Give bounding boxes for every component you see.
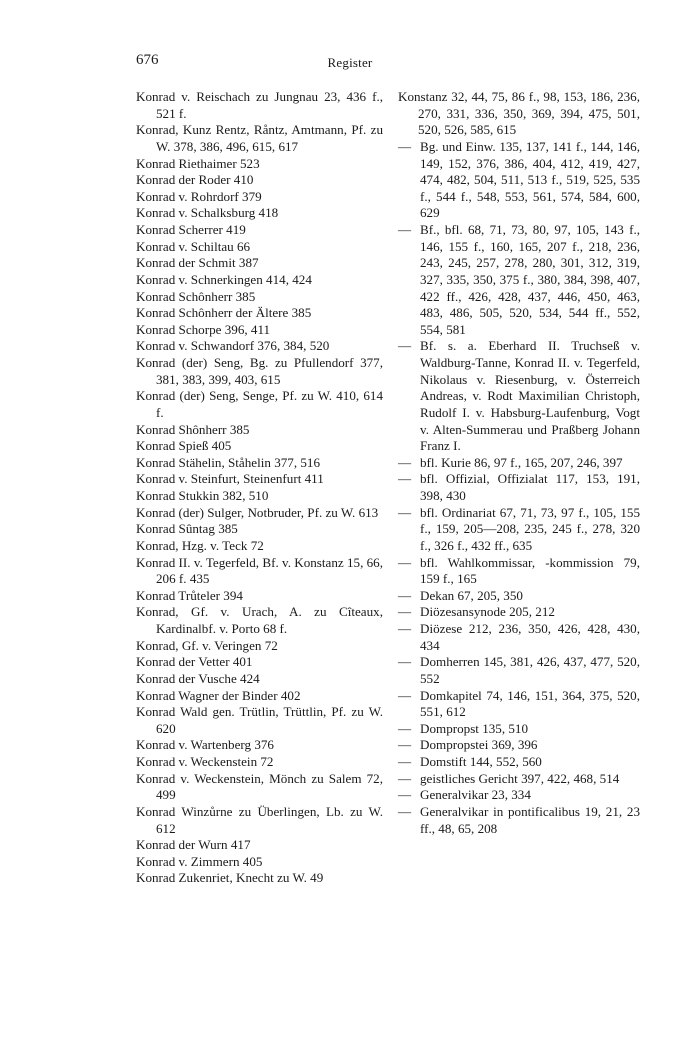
entry-text: Domstift 144, 552, 560 — [420, 754, 542, 769]
index-subentry — [398, 737, 640, 754]
index-subentry — [398, 505, 640, 555]
index-entry — [398, 89, 640, 139]
index-entry: Konrad v. Zimmern 405 — [136, 853, 263, 869]
index-entry: Konrad v. Reischach zu Jungnau 23, 436 f., 521 f. — [136, 89, 383, 121]
index-entry: Konrad der Vetter 401 — [136, 654, 253, 670]
index-entry: Konrad v. Schalksburg 418 — [136, 205, 279, 221]
entry-text: Konstanz 32, 44, 75, 86 f., 98, 153, 186, 236, 270, 331, 336, 350, 369, 394, 475, 501, 520, 526, 585, 615 — [398, 89, 640, 138]
index-entry: Konrad v. Weckenstein 72 — [136, 754, 274, 769]
index-subentry — [398, 455, 640, 472]
index-subentry — [398, 654, 640, 687]
index-entry: Konrad Schônherr der Ältere 385 — [136, 305, 312, 321]
entry-text: Bf. s. a. Eberhard II. Truchseß v. Waldburg-Tanne, Konrad II. v. Tegerfeld, Nikolaus v. Riesenburg, v. Österreich Andreas, v. Rodt Maximilian Christoph, Rudolf I. v. Habsburg-Laufenburg, Vogt v. Alten-Summerau und Praßberg Johann Franz I. — [420, 338, 640, 454]
subentry-dash: — — [398, 471, 412, 487]
entry-text: Diözesansynode 205, 212 — [420, 604, 555, 620]
index-entry: Konrad der Roder 410 — [136, 172, 254, 188]
index-entry: Konrad, Kunz Rentz, Råntz, Amtmann, Pf. zu W. 378, 386, 496, 615, 617 — [136, 122, 383, 154]
index-entry: Konrad v. Rohrdorf 379 — [136, 188, 262, 204]
index-entry: Konrad Riethaimer 523 — [136, 155, 260, 171]
running-title: Register — [327, 55, 373, 70]
index-entry: Konrad Stähelin, Ståhelin 377, 516 — [136, 454, 321, 470]
index-entry: Konrad v. Schiltau 66 — [136, 238, 251, 254]
index-entry: Konrad Shônherr 385 — [136, 421, 250, 437]
index-subentry — [398, 688, 640, 721]
entry-text: Generalvikar in pontificalibus 19, 21, 23 ff., 48, 65, 208 — [420, 803, 640, 836]
index-entry: Konrad v. Weckenstein, Mönch zu Salem 72, 499 — [136, 770, 383, 803]
subentry-dash: — — [398, 687, 412, 703]
subentry-dash: — — [398, 803, 412, 819]
index-entry: Konrad (der) Seng, Bg. zu Pfullendorf 377, 381, 383, 399, 403, 615 — [136, 355, 383, 387]
index-entry: Konrad der Wurn 417 — [136, 837, 251, 853]
index-entry: Konrad (der) Seng, Senge, Pf. zu W. 410, 614 f. — [136, 388, 383, 420]
index-entry: Konrad v. Schnerkingen 414, 424 — [136, 271, 312, 287]
index-subentry — [398, 721, 640, 738]
right-column — [398, 89, 640, 837]
subentry-dash: — — [398, 338, 412, 354]
index-subentry — [398, 471, 640, 504]
index-entry: Konrad, Hzg. v. Teck 72 — [136, 537, 264, 553]
entry-text: Dekan 67, 205, 350 — [420, 587, 523, 603]
index-entry: Konrad v. Schwandorf 376, 384, 520 — [136, 338, 330, 354]
subentry-dash: — — [398, 604, 412, 620]
subentry-dash: — — [398, 754, 412, 769]
entry-text: Dompropstei 369, 396 — [420, 737, 538, 753]
index-subentry — [398, 771, 640, 788]
subentry-dash: — — [398, 587, 412, 603]
subentry-dash: — — [398, 621, 412, 636]
index-entry: Konrad Scherrer 419 — [136, 222, 246, 237]
subentry-dash: — — [398, 554, 412, 570]
entry-text: bfl. Offizial, Offizialat 117, 153, 191, 398, 430 — [420, 471, 640, 503]
entry-text: Dompropst 135, 510 — [420, 720, 529, 736]
index-subentry — [398, 338, 640, 454]
entry-text: Generalvikar 23, 334 — [420, 787, 531, 803]
index-subentry — [398, 621, 640, 654]
left-column — [136, 89, 383, 887]
index-subentry — [398, 222, 640, 338]
entry-text: Domherren 145, 381, 426, 437, 477, 520, 552 — [420, 654, 640, 686]
entry-text: Bg. und Einw. 135, 137, 141 f., 144, 146, 149, 152, 376, 386, 404, 412, 419, 427, 474, 482, 504, 511, 513 f., 519, 525, 535 f., 544 f., 548, 553, 561, 574, 584, 600, 629 — [420, 138, 640, 221]
index-entry: Konrad Sûntag 385 — [136, 521, 238, 537]
index-entry: Konrad Schônherr 385 — [136, 288, 256, 304]
index-entry: Konrad Spieß 405 — [136, 438, 232, 454]
subentry-dash: — — [398, 770, 412, 786]
index-subentry — [398, 555, 640, 588]
index-entry: Konrad Wagner der Binder 402 — [136, 687, 301, 703]
index-entry: Konrad Wald gen. Trütlin, Trüttlin, Pf. zu W. 620 — [136, 704, 383, 736]
index-entry: Konrad, Gf. v. Urach, A. zu Cîteaux, Kardinalbf. v. Porto 68 f. — [136, 604, 383, 636]
entry-text: bfl. Ordinariat 67, 71, 73, 97 f., 105, 155 f., 159, 205—208, 235, 245 f., 278, 320 f., 326 f., 432 ff., 635 — [420, 504, 640, 553]
subentry-dash: — — [398, 720, 412, 736]
entry-text: Domkapitel 74, 146, 151, 364, 375, 520, 551, 612 — [420, 687, 640, 720]
index-entry: Konrad, Gf. v. Veringen 72 — [136, 637, 278, 653]
index-entry: Konrad Zukenriet, Knecht zu W. 49 — [136, 870, 324, 886]
index-subentry — [398, 139, 640, 222]
index-entry: Konrad Stukkin 382, 510 — [136, 488, 269, 503]
index-entry: Konrad Trůteler 394 — [136, 587, 243, 603]
subentry-dash: — — [398, 787, 412, 803]
subentry-dash: — — [398, 454, 412, 470]
index-entry: Konrad v. Wartenberg 376 — [136, 737, 274, 753]
index-subentry — [398, 588, 640, 605]
subentry-dash: — — [398, 504, 412, 520]
index-entry: Konrad der Schmit 387 — [136, 255, 259, 271]
entry-text: geistliches Gericht 397, 422, 468, 514 — [420, 770, 620, 786]
index-entry: Konrad II. v. Tegerfeld, Bf. v. Konstanz 15, 66, 206 f. 435 — [136, 554, 383, 587]
index-entry: Konrad Winzůrne zu Überlingen, Lb. zu W. 612 — [136, 803, 383, 836]
index-subentry — [398, 787, 640, 804]
subentry-dash: — — [398, 138, 412, 154]
subentry-dash: — — [398, 737, 412, 753]
entry-text: Bf., bfl. 68, 71, 73, 80, 97, 105, 143 f., 146, 155 f., 160, 165, 207 f., 218, 236, 243, 245, 257, 278, 280, 301, 312, 319, 327, 335, 350, 375 f., 380, 384, 398, 407, 422 ff., 426, 428, 437, 446, 450, 463, 483, 486, 505, 520, 534, 544 ff., 552, 554, 581 — [420, 222, 640, 337]
index-entry: Konrad v. Steinfurt, Steinenfurt 411 — [136, 471, 324, 487]
index-entry: Konrad der Vusche 424 — [136, 670, 260, 686]
index-subentry — [398, 604, 640, 621]
index-subentry — [398, 804, 640, 837]
subentry-dash: — — [398, 222, 412, 237]
entry-text: bfl. Wahlkommissar, -kommission 79, 159 f., 165 — [420, 554, 640, 587]
index-entry: Konrad (der) Sulger, Notbruder, Pf. zu W. 613 — [136, 504, 379, 520]
index-subentry — [398, 754, 640, 771]
entry-text: Diözese 212, 236, 350, 426, 428, 430, 434 — [420, 621, 640, 653]
entry-text: bfl. Kurie 86, 97 f., 165, 207, 246, 397 — [420, 454, 623, 470]
index-entry: Konrad Schorpe 396, 411 — [136, 321, 271, 337]
page-number: 676 — [136, 52, 159, 68]
subentry-dash: — — [398, 654, 412, 670]
